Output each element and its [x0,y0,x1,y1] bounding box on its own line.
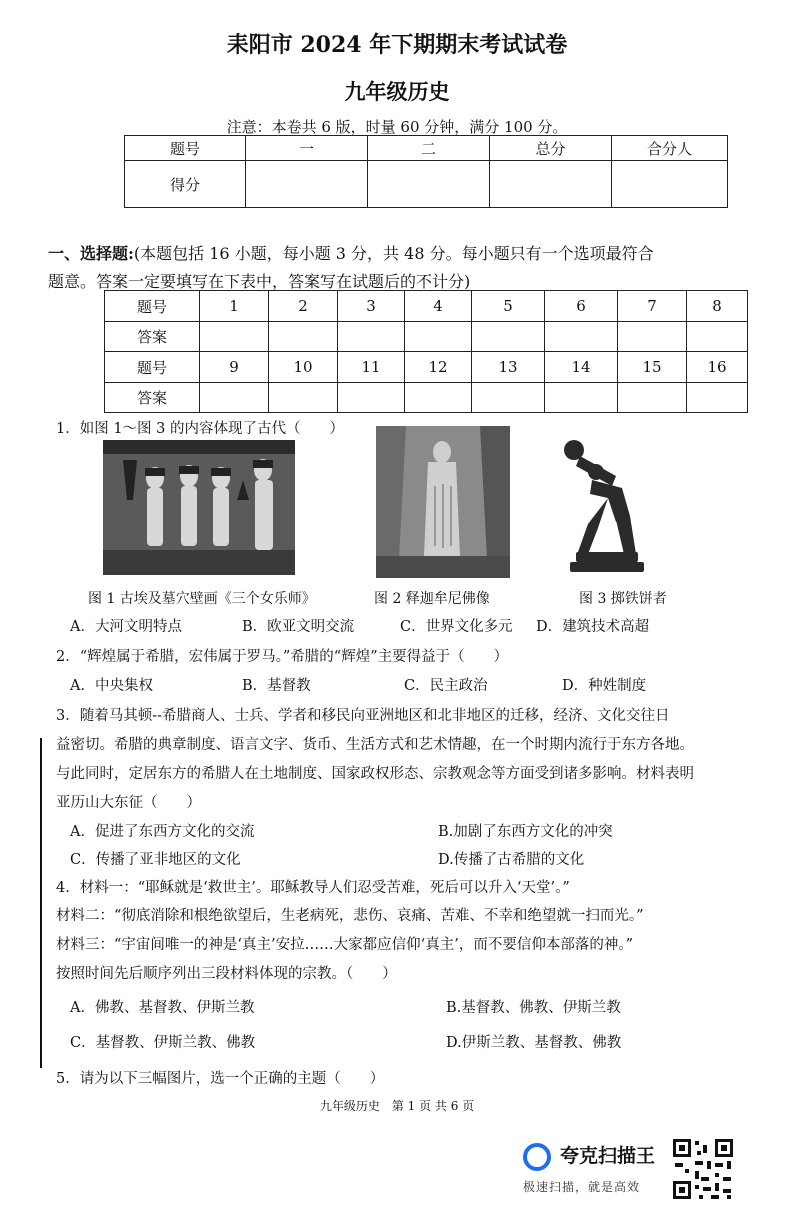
answer-table-cell: 5 [472,291,545,322]
answer-input-cell[interactable] [338,322,405,352]
q4-option-d[interactable]: D.伊斯兰教、基督教、佛教 [446,1035,622,1051]
q4-option-a[interactable]: A．佛教、基督教、伊斯兰教 [70,1000,255,1016]
exam-subtitle: 九年级历史 [344,79,450,104]
q4-line-3: 材料三：“宇宙间唯一的神是‘真主’安拉……大家都应信仰‘真主’，而不要信仰本部落的神。” [56,937,634,953]
q2-option-d[interactable]: D．种姓制度 [562,678,647,694]
section-1-instructions [48,240,768,296]
page-footer: 九年级历史 第 1 页 共 6 页 [319,1099,475,1113]
q4-line-2: 材料二：“彻底消除和根绝欲望后，生老病死，悲伤、哀痛、苦难、不幸和绝望就一扫而光。” [56,908,644,924]
score-label-cell: 得分 [125,161,246,208]
answer-input-cell[interactable] [200,322,269,352]
answer-table-cell: 2 [269,291,338,322]
q2-option-a[interactable]: A．中央集权 [70,678,153,694]
q4-option-b[interactable]: B.基督教、佛教、伊斯兰教 [446,1000,621,1016]
answer-input-cell[interactable] [472,322,545,352]
answer-input-cell[interactable] [269,322,338,352]
scanner-slogan: 极速扫描，就是高效 [523,1180,641,1194]
q1-caption-2: 图 2 释迦牟尼佛像 [374,591,490,607]
answer-input-cell[interactable] [618,322,687,352]
answer-table-cell: 答案 [105,383,200,413]
q4-line-1: 4．材料一：“耶稣就是‘救世主’。耶稣教导人们忍受苦难，死后可以升入‘天堂’。” [56,880,570,896]
section-1-line1: (本题包括 16 小题，每小题 3 分，共 48 分。每小题只有一个选项最符合 [133,244,654,263]
q2-option-c[interactable]: C．民主政治 [404,678,488,694]
q1-caption-3: 图 3 掷铁饼者 [579,591,667,607]
q1-option-b[interactable]: B．欧亚文明交流 [242,619,355,635]
q1-option-d[interactable]: D．建筑技术高超 [536,619,650,635]
q1-option-a[interactable]: A．大河文明特点 [70,619,182,635]
scanner-logo-icon [523,1143,551,1171]
section-1-heading: 一、选择题: [48,244,134,263]
q3-line-4: 亚历山大东征（ ） [56,795,201,811]
score-header-cell: 一 [246,136,368,161]
score-header-cell: 合分人 [612,136,728,161]
q3-line-3: 与此同时，定居东方的希腊人在土地制度、国家政权形态、宗教观念等方面受到诸多影响。材料表明 [56,766,694,782]
q1-option-c[interactable]: C．世界文化多元 [400,619,513,635]
answer-input-cell[interactable] [200,383,269,413]
answer-table-cell: 15 [618,352,687,383]
margin-line [40,738,42,1068]
q1-stem: 1．如图 1～图 3 的内容体现了古代（ ） [56,421,345,437]
score-input-cell[interactable] [368,161,490,208]
q3-option-b[interactable]: B.加剧了东西方文化的冲突 [438,824,613,840]
answer-input-cell[interactable] [472,383,545,413]
answer-input-cell[interactable] [545,383,618,413]
score-table [124,135,728,208]
q3-option-d[interactable]: D.传播了古希腊的文化 [438,852,585,868]
q2-stem: 2．“辉煌属于希腊，宏伟属于罗马。”希腊的“辉煌”主要得益于（ ） [56,649,509,665]
scanner-brand: 夸克扫描王 [560,1145,656,1167]
answer-input-cell[interactable] [687,322,748,352]
q4-option-c[interactable]: C．基督教、伊斯兰教、佛教 [70,1035,256,1051]
answer-input-cell[interactable] [269,383,338,413]
q2-option-b[interactable]: B．基督教 [242,678,311,694]
exam-notice: 注意：本卷共 6 版，时量 60 分钟，满分 100 分。 [226,118,568,136]
answer-input-cell[interactable] [618,383,687,413]
answer-table-cell: 10 [269,352,338,383]
answer-input-cell[interactable] [405,322,472,352]
q3-option-a[interactable]: A．促进了东西方文化的交流 [70,824,255,840]
answer-table-cell: 答案 [105,322,200,352]
answer-table-cell: 11 [338,352,405,383]
qr-code-icon [671,1137,735,1201]
answer-table-cell: 13 [472,352,545,383]
exam-title: 耒阳市 2024 年下期期末考试试卷 [226,32,568,58]
answer-table-cell: 9 [200,352,269,383]
answer-table-cell: 12 [405,352,472,383]
q4-line-4: 按照时间先后顺序列出三段材料体现的宗教。（ ） [56,966,397,982]
q5-stem: 5．请为以下三幅图片，选一个正确的主题（ ） [56,1071,385,1087]
score-input-cell[interactable] [612,161,728,208]
section-1-line2: 题意。答案一定要填写在下表中，答案写在试题后的不计分) [48,272,471,291]
answer-input-cell[interactable] [545,322,618,352]
answer-table-cell: 16 [687,352,748,383]
answer-table-cell: 4 [405,291,472,322]
answer-table-cell: 3 [338,291,405,322]
score-input-cell[interactable] [246,161,368,208]
answer-table-cell: 6 [545,291,618,322]
answer-table [104,290,748,413]
answer-input-cell[interactable] [405,383,472,413]
q1-figure-3 [546,436,656,576]
answer-table-cell: 题号 [105,291,200,322]
score-header-cell: 总分 [490,136,612,161]
answer-table-cell: 7 [618,291,687,322]
answer-table-cell: 1 [200,291,269,322]
answer-table-cell: 8 [687,291,748,322]
q3-line-1: 3．随着马其顿--希腊商人、士兵、学者和移民向亚洲地区和北非地区的迁移，经济、文化交往日 [56,708,670,724]
answer-table-cell: 14 [545,352,618,383]
score-header-cell: 题号 [125,136,246,161]
answer-input-cell[interactable] [338,383,405,413]
answer-table-cell: 题号 [105,352,200,383]
q1-figure-1 [103,440,295,575]
q1-caption-1: 图 1 古埃及墓穴壁画《三个女乐师》 [88,591,316,607]
q3-line-2: 益密切。希腊的典章制度、语言文字、货币、生活方式和艺术情趣，在一个时期内流行于东方各地。 [56,737,694,753]
score-input-cell[interactable] [490,161,612,208]
score-header-cell: 二 [368,136,490,161]
answer-input-cell[interactable] [687,383,748,413]
q3-option-c[interactable]: C．传播了亚非地区的文化 [70,852,241,868]
q1-figure-2 [376,426,510,578]
